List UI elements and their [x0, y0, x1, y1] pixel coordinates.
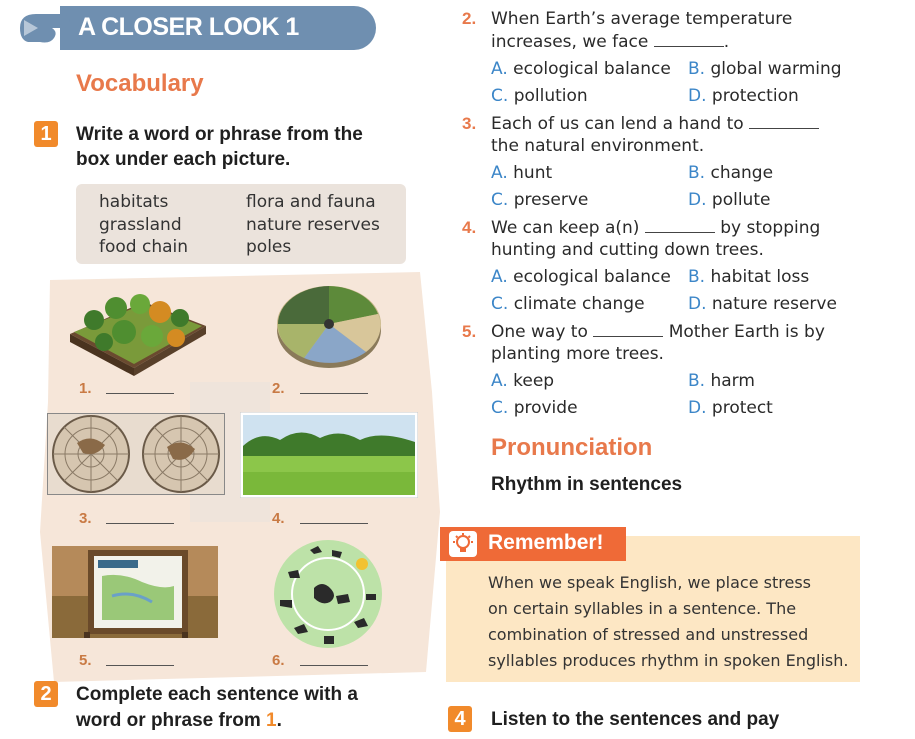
option-text: protect [711, 398, 773, 418]
question-2-line2 [491, 31, 729, 53]
option-letter: D. [688, 86, 707, 106]
pronunciation-title: Pronunciation [491, 434, 653, 461]
question-4-option-d[interactable] [688, 294, 837, 314]
exercise-2-badge: 2 [34, 681, 58, 707]
picture-1-answer-line[interactable] [106, 393, 174, 394]
option-letter: D. [688, 398, 707, 418]
option-text: pollution [513, 86, 588, 106]
question-4-line2: hunting and cutting down trees. [491, 240, 764, 260]
question-2-line2-text: increases, we face [491, 32, 649, 52]
polar-globes-illustration [47, 413, 225, 495]
option-letter: C. [491, 294, 509, 314]
exercise-2-reference: 1 [266, 710, 277, 731]
option-text: preserve [513, 190, 589, 210]
exercise-4-badge: 4 [448, 706, 472, 732]
remember-line: When we speak English, we place stress [488, 573, 811, 592]
picture-2-label: 2. [272, 380, 285, 397]
pronunciation-subtitle: Rhythm in sentences [491, 474, 683, 495]
question-4-line1 [491, 217, 820, 239]
exercise-2-instruction-line2 [76, 707, 282, 734]
option-letter: A. [491, 371, 508, 391]
word-nature-reserves: nature reserves [246, 215, 380, 235]
word-poles: poles [246, 237, 292, 257]
picture-2-answer-line[interactable] [300, 393, 368, 394]
option-letter: A. [491, 163, 508, 183]
option-text: harm [710, 371, 755, 391]
question-3-line1-text: Each of us can lend a hand to [491, 114, 744, 134]
option-text: protection [711, 86, 799, 106]
exercise-2-instruction-text: word or phrase from [76, 710, 261, 731]
question-4-number: 4. [462, 218, 477, 237]
question-3-option-b[interactable] [688, 163, 773, 183]
exercise-4-instruction: Listen to the sentences and pay [491, 709, 780, 730]
option-text: climate change [513, 294, 645, 314]
question-4-line1-end: by stopping [720, 218, 821, 238]
nature-reserve-sign-photo [52, 546, 218, 638]
option-text: ecological balance [513, 267, 671, 287]
question-4-option-a[interactable] [491, 267, 671, 287]
question-5-number: 5. [462, 322, 477, 341]
option-text: change [710, 163, 774, 183]
word-grassland: grassland [99, 215, 182, 235]
option-text: global warming [710, 59, 842, 79]
picture-5-answer-line[interactable] [106, 665, 174, 666]
pointing-hand-icon [14, 8, 74, 48]
remember-line: syllables produces rhythm in spoken English. [488, 651, 849, 670]
question-5-line1 [491, 321, 825, 343]
remember-line: combination of stressed and unstressed [488, 625, 809, 644]
question-3-option-a[interactable] [491, 163, 552, 183]
exercise-2-instruction-line1: Complete each sentence with a [76, 684, 358, 705]
banner-title: A CLOSER LOOK 1 [78, 13, 299, 41]
question-2-blank[interactable] [654, 33, 724, 47]
option-text: pollute [711, 190, 771, 210]
option-letter: D. [688, 190, 707, 210]
ecosystem-pie-illustration [274, 280, 384, 372]
word-food-chain: food chain [99, 237, 189, 257]
question-5-option-a[interactable] [491, 371, 554, 391]
question-3-number: 3. [462, 114, 477, 133]
vocabulary-title: Vocabulary [76, 70, 204, 97]
option-text: keep [513, 371, 555, 391]
question-2-option-c[interactable] [491, 86, 588, 106]
question-4-line1-text: We can keep a(n) [491, 218, 640, 238]
question-3-blank[interactable] [749, 115, 819, 129]
question-2-number: 2. [462, 9, 477, 28]
exercise-1-instruction-line2: box under each picture. [76, 149, 291, 170]
picture-3-label: 3. [79, 510, 92, 527]
question-5-option-d[interactable] [688, 398, 773, 418]
option-letter: B. [688, 163, 706, 183]
question-2-line2-end: . [723, 32, 730, 52]
option-text: provide [513, 398, 578, 418]
question-4-option-c[interactable] [491, 294, 645, 314]
exercise-1-instruction-line1: Write a word or phrase from the [76, 124, 363, 145]
option-letter: C. [491, 398, 509, 418]
option-letter: A. [491, 59, 508, 79]
remember-label: Remember! [488, 531, 604, 554]
question-2-line1: When Earth’s average temperature [491, 9, 793, 29]
forest-habitat-illustration [64, 282, 210, 378]
question-3-line1 [491, 113, 819, 135]
question-5-line2: planting more trees. [491, 344, 664, 364]
question-3-option-c[interactable] [491, 190, 588, 210]
question-3-option-d[interactable] [688, 190, 770, 210]
option-letter: D. [688, 294, 707, 314]
question-3-line2: the natural environment. [491, 136, 705, 156]
question-2-option-a[interactable] [491, 59, 671, 79]
picture-5-label: 5. [79, 652, 92, 669]
word-habitats: habitats [99, 192, 169, 212]
remember-body [488, 570, 858, 674]
option-letter: B. [688, 59, 706, 79]
picture-1-label: 1. [79, 380, 92, 397]
exercise-1-badge: 1 [34, 121, 58, 147]
picture-6-label: 6. [272, 652, 285, 669]
option-text: hunt [513, 163, 553, 183]
picture-4-answer-line[interactable] [300, 523, 368, 524]
question-4-option-b[interactable] [688, 267, 809, 287]
food-chain-illustration [270, 538, 386, 650]
exercise-2-instruction-end: . [276, 710, 282, 731]
picture-6-answer-line[interactable] [300, 665, 368, 666]
question-5-option-b[interactable] [688, 371, 755, 391]
grassland-photo [240, 412, 418, 498]
word-box [76, 184, 406, 264]
option-letter: B. [688, 267, 706, 287]
picture-4-label: 4. [272, 510, 285, 527]
word-flora-and-fauna: flora and fauna [246, 192, 376, 212]
question-5-line1-end: Mother Earth is by [668, 322, 825, 342]
question-4-blank[interactable] [645, 219, 715, 233]
question-2-option-d[interactable] [688, 86, 799, 106]
remember-line: on certain syllables in a sentence. The [488, 599, 797, 618]
question-2-option-b[interactable] [688, 59, 842, 79]
option-letter: A. [491, 267, 508, 287]
question-5-option-c[interactable] [491, 398, 578, 418]
option-text: ecological balance [513, 59, 671, 79]
option-letter: B. [688, 371, 706, 391]
picture-3-answer-line[interactable] [106, 523, 174, 524]
question-5-blank[interactable] [593, 323, 663, 337]
option-letter: C. [491, 86, 509, 106]
option-letter: C. [491, 190, 509, 210]
question-5-line1-text: One way to [491, 322, 588, 342]
lightbulb-icon [448, 530, 478, 558]
section-banner [14, 6, 376, 50]
option-text: habitat loss [710, 267, 810, 287]
option-text: nature reserve [711, 294, 837, 314]
